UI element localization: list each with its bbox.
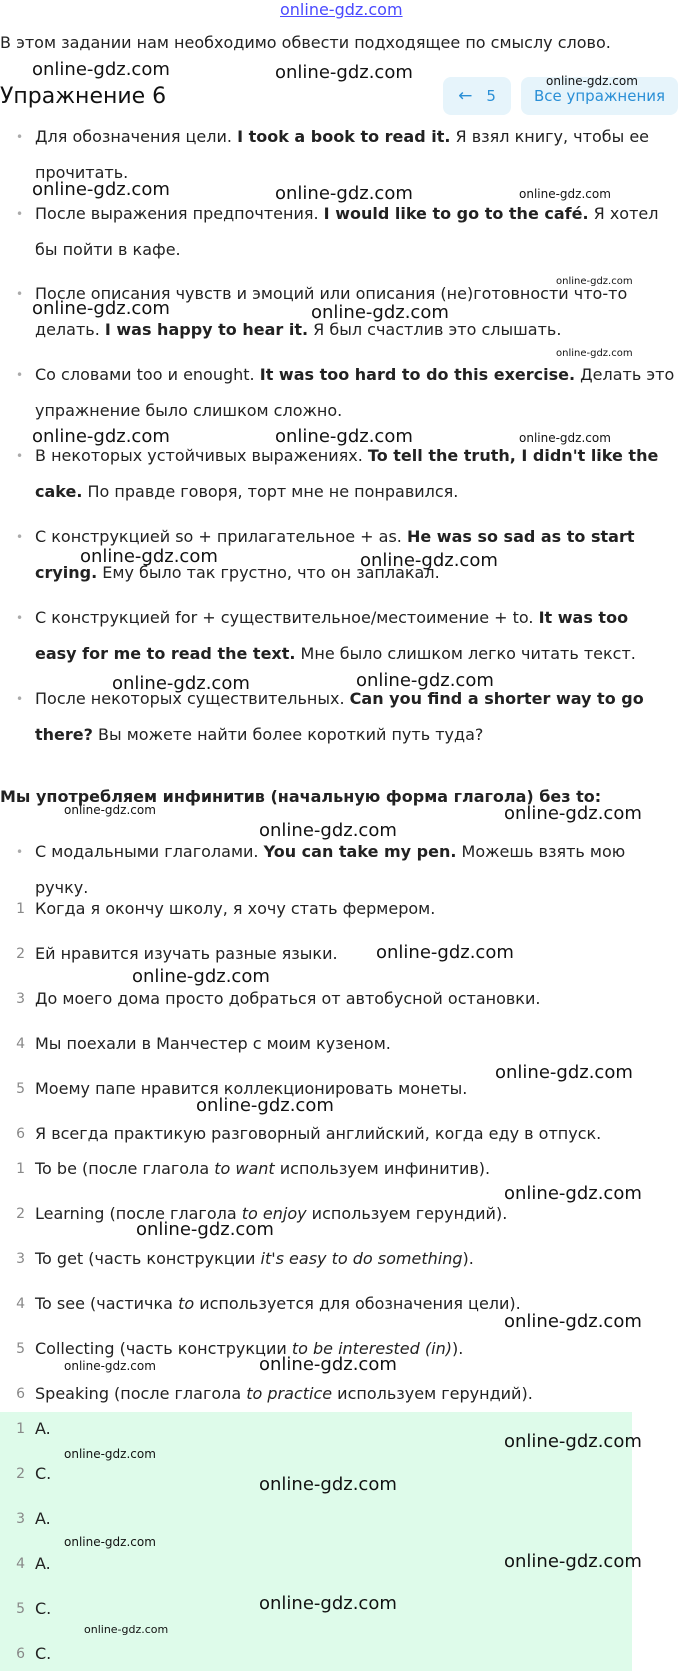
- watermark: online-gdz.com: [504, 1431, 642, 1452]
- row-number: 2: [16, 1466, 25, 1482]
- watermark: online-gdz.com: [64, 1447, 156, 1461]
- row-number: 1: [16, 901, 25, 917]
- bullet-text: После некоторых существительных.: [35, 689, 350, 708]
- row-number: 2: [16, 946, 25, 962]
- row-number: 6: [16, 1126, 25, 1142]
- row-text: To get (часть конструкции it's easy to do something).: [35, 1249, 474, 1268]
- row-text: Моему папе нравится коллекционировать монеты.: [35, 1079, 468, 1098]
- watermark: online-gdz.com: [64, 1359, 156, 1373]
- watermark: online-gdz.com: [546, 74, 638, 88]
- answer-text: C.: [35, 1464, 52, 1483]
- bullet-translation: Ему было так грустно, что он заплакал.: [97, 563, 440, 582]
- bullet-translation: Я хотел бы пойти в кафе.: [35, 204, 659, 259]
- translation-row: [0, 989, 680, 1017]
- row-number: 3: [16, 1511, 25, 1527]
- watermark: online-gdz.com: [259, 820, 397, 841]
- bullet-example: He was so sad as to start crying.: [35, 527, 635, 582]
- explanation-row: [0, 1249, 680, 1277]
- bullet-text: Со словами too и enought.: [35, 365, 260, 384]
- watermark: online-gdz.com: [275, 426, 413, 447]
- watermark: online-gdz.com: [311, 302, 449, 323]
- row-text: Ей нравится изучать разные языки.: [35, 944, 338, 963]
- watermark: online-gdz.com: [495, 1062, 633, 1083]
- bullet-text: С конструкцией so + прилагательное + as.: [35, 527, 407, 546]
- row-number: 4: [16, 1556, 25, 1572]
- watermark: online-gdz.com: [80, 546, 218, 567]
- row-number: 4: [16, 1036, 25, 1052]
- watermark: online-gdz.com: [259, 1593, 397, 1614]
- explanation-row: [0, 1384, 680, 1412]
- watermark: online-gdz.com: [32, 298, 170, 319]
- bullet-icon: •: [16, 449, 24, 463]
- watermark: online-gdz.com: [32, 426, 170, 447]
- watermark: online-gdz.com: [356, 670, 494, 691]
- row-number: 6: [16, 1646, 25, 1662]
- watermark: online-gdz.com: [275, 183, 413, 204]
- translation-row: [0, 1124, 680, 1152]
- bullet-translation: Вы можете найти более короткий путь туда?: [92, 725, 484, 744]
- prev-exercise-label: 5: [486, 87, 496, 105]
- list-item: [16, 834, 675, 906]
- list-item: [16, 438, 675, 510]
- translation-row: [0, 1034, 680, 1062]
- row-number: 5: [16, 1081, 25, 1097]
- bullet-translation: По правде говоря, торт мне не понравился.: [82, 482, 459, 501]
- row-text: Когда я окончу школу, я хочу стать фермером.: [35, 899, 436, 918]
- bullet-icon: •: [16, 692, 24, 706]
- row-number: 1: [16, 1421, 25, 1437]
- row-number: 3: [16, 1251, 25, 1267]
- row-number: 5: [16, 1341, 25, 1357]
- watermark: online-gdz.com: [132, 966, 270, 987]
- watermark: online-gdz.com: [136, 1219, 274, 1240]
- answer-text: C.: [35, 1599, 52, 1618]
- arrow-left-icon: ←: [458, 86, 473, 106]
- explanation-row: [0, 1204, 680, 1232]
- bullet-translation: Мне было слишком легко читать текст.: [295, 644, 636, 663]
- watermark: online-gdz.com: [556, 276, 633, 287]
- bullet-translation: Можешь взять мою ручку.: [35, 842, 626, 897]
- bullet-text: С конструкцией for + существительное/местоимение + to.: [35, 608, 539, 627]
- page-title: Упражнение 6: [0, 84, 167, 109]
- bullet-example: I was happy to hear it.: [104, 320, 309, 339]
- bullet-text: С модальными глаголами.: [35, 842, 264, 861]
- bullet-text: В некоторых устойчивых выражениях.: [35, 446, 368, 465]
- list-item: [16, 357, 675, 429]
- watermark: online-gdz.com: [64, 1535, 156, 1549]
- bullet-example: To tell the truth, I didn't like the cake.: [35, 446, 659, 501]
- intro-text: В этом задании нам необходимо обвести подходящее по смыслу слово.: [0, 33, 611, 52]
- bullet-translation: Делать это упражнение было слишком сложно.: [35, 365, 675, 420]
- watermark: online-gdz.com: [360, 550, 498, 571]
- translation-row: [0, 1079, 680, 1107]
- prev-exercise-button[interactable]: [443, 77, 511, 115]
- row-text: Collecting (часть конструкции to be interested (in)).: [35, 1339, 464, 1358]
- bullet-icon: •: [16, 845, 24, 859]
- section-heading: Мы употребляем инфинитив (начальную форма глагола) без to:: [0, 787, 602, 806]
- watermark: online-gdz.com: [64, 803, 156, 817]
- bullet-example: You can take my pen.: [263, 842, 457, 861]
- row-number: 4: [16, 1296, 25, 1312]
- watermark: online-gdz.com: [112, 673, 250, 694]
- list-item: [16, 600, 675, 672]
- row-number: 6: [16, 1386, 25, 1402]
- watermark: online-gdz.com: [32, 59, 170, 80]
- row-text: Learning (после глагола to enjoy используем герундий).: [35, 1204, 508, 1223]
- row-number: 3: [16, 991, 25, 1007]
- translation-row: [0, 899, 680, 927]
- row-number: 2: [16, 1206, 25, 1222]
- watermark: online-gdz.com: [196, 1095, 334, 1116]
- translation-row: [0, 944, 680, 972]
- watermark: online-gdz.com: [556, 348, 633, 359]
- row-text: До моего дома просто добраться от автобусной остановки.: [35, 989, 541, 1008]
- watermark: online-gdz.com: [519, 431, 611, 445]
- answer-text: C.: [35, 1644, 52, 1663]
- watermark: online-gdz.com: [504, 1183, 642, 1204]
- answer-text: A.: [35, 1419, 51, 1438]
- row-text: Speaking (после глагола to practice используем герундий).: [35, 1384, 533, 1403]
- list-item: [16, 196, 675, 268]
- answer-row: [0, 1509, 680, 1537]
- row-number: 1: [16, 1161, 25, 1177]
- bullet-icon: •: [16, 530, 24, 544]
- answer-text: A.: [35, 1554, 51, 1573]
- all-exercises-button[interactable]: Все упражнения: [521, 77, 678, 115]
- bullet-example: Can you find a shorter way to go there?: [35, 689, 644, 744]
- watermark: online-gdz.com: [504, 1551, 642, 1572]
- bullet-translation: Я был счастлив это слышать.: [308, 320, 562, 339]
- watermark: online-gdz.com: [504, 1311, 642, 1332]
- watermark: online-gdz.com: [376, 942, 514, 963]
- watermark: online-gdz.com: [259, 1474, 397, 1495]
- bullet-example: It was too hard to do this exercise.: [259, 365, 576, 384]
- bullet-text: После выражения предпочтения.: [35, 204, 324, 223]
- bullet-icon: •: [16, 368, 24, 382]
- watermark: online-gdz.com: [275, 62, 413, 83]
- bullet-example: I would like to go to the café.: [323, 204, 589, 223]
- answer-text: A.: [35, 1509, 51, 1528]
- watermark: online-gdz.com: [84, 1623, 169, 1636]
- row-text: Я всегда практикую разговорный английский, когда еду в отпуск.: [35, 1124, 602, 1143]
- bullet-text: Для обозначения цели.: [35, 127, 238, 146]
- answer-row: [0, 1644, 680, 1672]
- bullet-icon: •: [16, 287, 24, 301]
- bullet-icon: •: [16, 611, 24, 625]
- bullet-example: It was too easy for me to read the text.: [35, 608, 629, 663]
- watermark: online-gdz.com: [504, 803, 642, 824]
- bullet-example: I took a book to read it.: [237, 127, 451, 146]
- watermark: online-gdz.com: [32, 179, 170, 200]
- watermark: online-gdz.com: [259, 1354, 397, 1375]
- bullet-icon: •: [16, 207, 24, 221]
- bullet-icon: •: [16, 130, 24, 144]
- watermark: online-gdz.com: [519, 187, 611, 201]
- row-number: 5: [16, 1601, 25, 1617]
- bullet-text: После описания чувств и эмоций или описания (не)готовности что-то делать.: [35, 284, 628, 339]
- row-text: To see (частичка to используется для обозначения цели).: [35, 1294, 521, 1313]
- row-text: To be (после глагола to want используем инфинитив).: [35, 1159, 491, 1178]
- site-link[interactable]: online-gdz.com: [280, 0, 403, 19]
- row-text: Мы поехали в Манчестер с моим кузеном.: [35, 1034, 391, 1053]
- bullet-translation: Я взял книгу, чтобы ее прочитать.: [35, 127, 650, 182]
